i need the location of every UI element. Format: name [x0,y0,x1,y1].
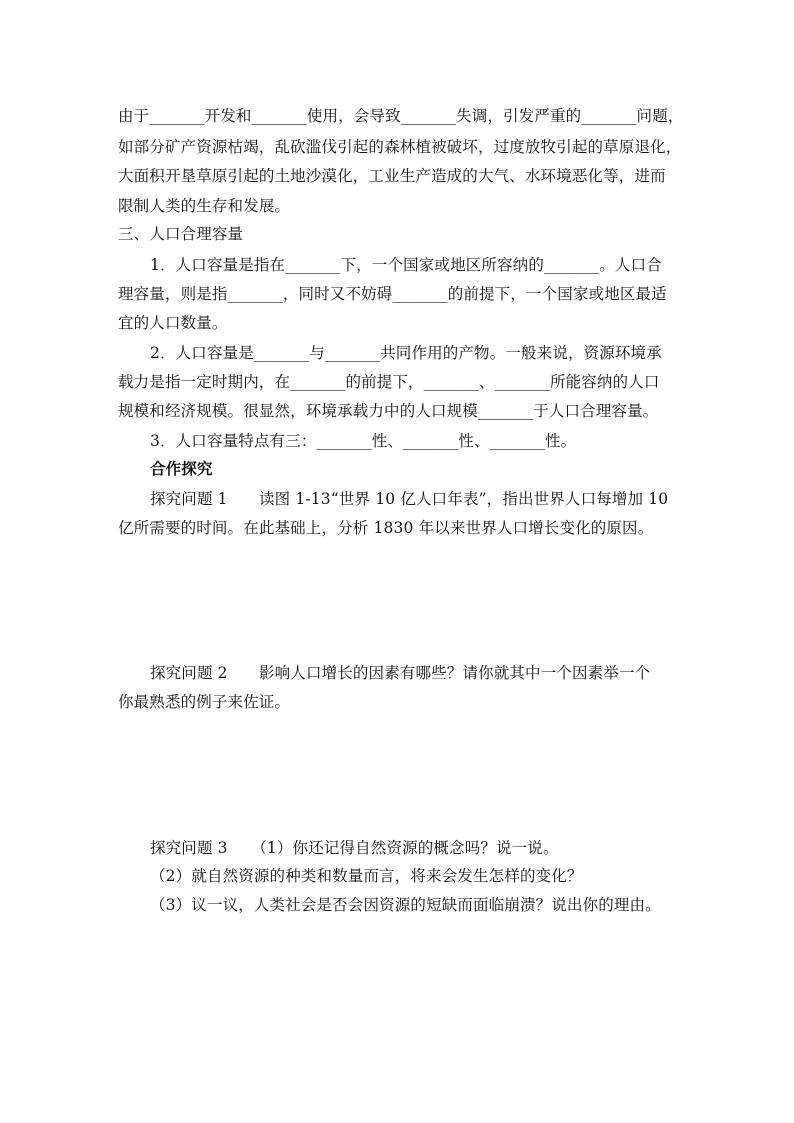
ecology-line-4: 限制人类的生存和发展。 [118,197,291,215]
question3-line-2: （2）就自然资源的种类和数量而言，将来会发生怎样的变化？ [150,867,583,885]
cooperation-heading: 合作探究 [150,459,213,478]
item3-line: 3．人口容量特点有三：_______性、_______性、_______性。 [150,432,577,450]
question1-line-2: 亿所需要的时间。在此基础上，分析 1830 年以来世界人口增长变化的原因。 [118,519,654,537]
item2-line-3: 规模和经济规模。很显然，环境承载力中的人口规模_______于人口合理容量。 [118,402,659,420]
ecology-line-2: 如部分矿产资源枯竭，乱砍滥伐引起的森林植被破坏，过度放牧引起的草原退化， [118,138,682,156]
question2-line-1: 探究问题 2 影响人口增长的因素有哪些？请你就其中一个因素举一个 [150,664,651,682]
item2-line-2: 载力是指一定时期内，在_______的前提下，_______、_______所能容纳的人口 [118,373,660,391]
ecology-line-1: 由于_______开发和_______使用，会导致_______失调，引发严重的_______问题， [118,107,684,125]
item1-line-2: 理容量，则是指_______，同时又不妨碍_______的前提下，一个国家或地区最适 [118,285,667,303]
section-heading: 三、人口合理容量 [118,225,244,243]
item1-line-1: 1．人口容量是指在_______下，一个国家或地区所容纳的_______。人口合 [150,256,662,274]
item2-line-1: 2．人口容量是_______与_______共同作用的产物。一般来说，资源环境承 [150,344,662,362]
question1-line-1: 探究问题 1 读图 1-13“世界 10 亿人口年表”，指出世界人口每增加 10 [150,490,669,508]
ecology-line-3: 大面积开垦草原引起的土地沙漠化，工业生产造成的大气、水环境恶化等，进而 [118,167,666,185]
question2-line-2: 你最熟悉的例子来佐证。 [118,693,291,711]
item1-line-3: 宜的人口数量。 [118,314,228,332]
question3-line-3: （3）议一议，人类社会是否会因资源的短缺而面临崩溃？说出你的理由。 [150,896,661,914]
question3-line-1: 探究问题 3 （1）你还记得自然资源的概念吗？说一说。 [150,839,559,857]
